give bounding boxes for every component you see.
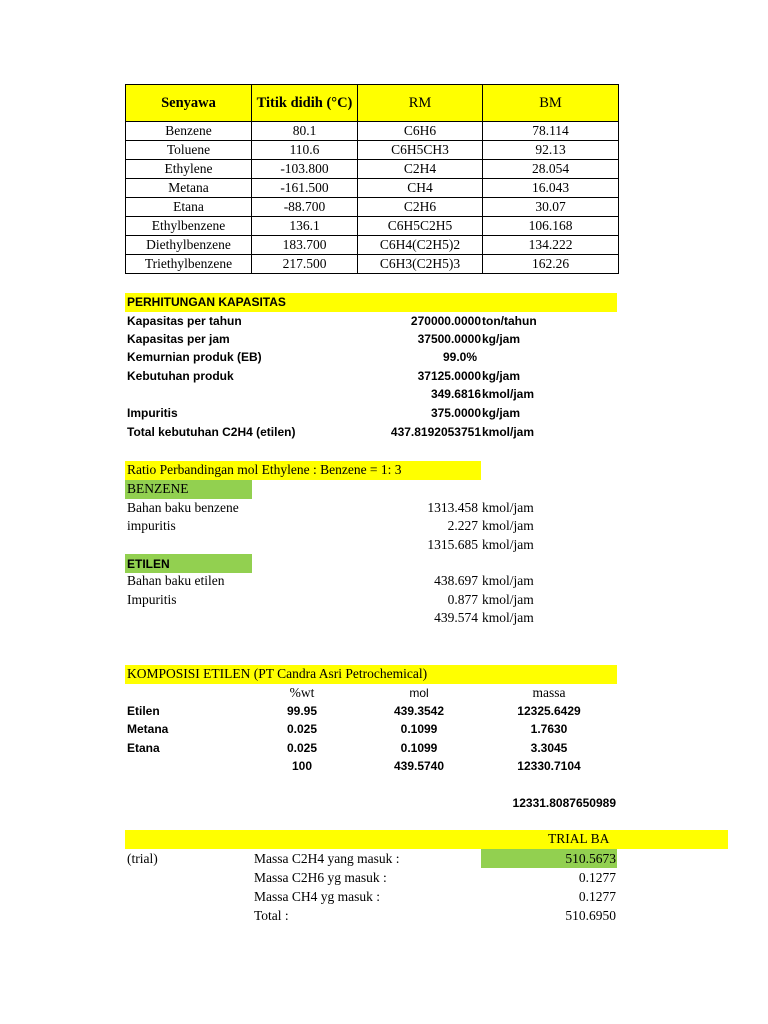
table-row bbox=[126, 141, 619, 160]
cell-titik-didih: -161.500 bbox=[252, 179, 358, 198]
kapasitas-unit-kebutuhan: kg/jam bbox=[482, 369, 521, 383]
cell-bm: 30.07 bbox=[483, 198, 619, 217]
table-row bbox=[126, 236, 619, 255]
compound-table bbox=[125, 84, 619, 274]
cell-senyawa: Benzene bbox=[126, 122, 252, 141]
komposisi-header-massa: massa bbox=[532, 685, 566, 700]
table-row bbox=[126, 255, 619, 274]
cell-bm: 16.043 bbox=[483, 179, 619, 198]
kapasitas-value-kebutuhan: 37125.0000 bbox=[417, 369, 481, 383]
komposisi-extra-value: 12331.8087650989 bbox=[512, 796, 616, 810]
kapasitas-value-kemurnian: 99.0% bbox=[442, 350, 478, 364]
trial-label-ch4: Massa CH4 yg masuk : bbox=[254, 889, 380, 904]
cell-senyawa: Toluene bbox=[126, 141, 252, 160]
benzene-value-impuritis: 2.227 bbox=[447, 518, 478, 533]
cell-bm: 106.168 bbox=[483, 217, 619, 236]
table-row bbox=[126, 122, 619, 141]
benzene-label-impuritis: impuritis bbox=[127, 518, 176, 533]
etilen-value-impuritis: 0.877 bbox=[447, 592, 478, 607]
cell-bm: 134.222 bbox=[483, 236, 619, 255]
kapasitas-unit-jam: kg/jam bbox=[482, 332, 521, 346]
komposisi-massa-etilen: 12325.6429 bbox=[517, 704, 581, 718]
header-titik-didih: Titik didih (°C) bbox=[252, 85, 358, 122]
trial-value-c2h6: 0.1277 bbox=[578, 870, 616, 885]
benzene-value-total: 1315.685 bbox=[427, 537, 478, 552]
etilen-title: ETILEN bbox=[127, 557, 170, 571]
kapasitas-label-total: Total kebutuhan C2H4 (etilen) bbox=[127, 425, 296, 439]
trial-band bbox=[125, 830, 728, 849]
cell-senyawa: Ethylene bbox=[126, 160, 252, 179]
table-row bbox=[126, 217, 619, 236]
cell-rm: C6H6 bbox=[358, 122, 483, 141]
benzene-title: BENZENE bbox=[127, 481, 189, 496]
cell-bm: 162.26 bbox=[483, 255, 619, 274]
komposisi-massa-metana: 1.7630 bbox=[530, 722, 568, 736]
cell-bm: 78.114 bbox=[483, 122, 619, 141]
cell-rm: C6H4(C2H5)2 bbox=[358, 236, 483, 255]
cell-titik-didih: 110.6 bbox=[252, 141, 358, 160]
cell-titik-didih: 183.700 bbox=[252, 236, 358, 255]
benzene-value-bahan: 1313.458 bbox=[427, 500, 478, 515]
ratio-title: Ratio Perbandingan mol Ethylene : Benzene = 1: 3 bbox=[127, 462, 402, 477]
komposisi-mol-metana: 0.1099 bbox=[400, 722, 438, 736]
trial-title: TRIAL BA bbox=[548, 831, 610, 846]
table-row bbox=[126, 198, 619, 217]
kapasitas-label-tahun: Kapasitas per tahun bbox=[127, 314, 242, 328]
benzene-unit-impuritis: kmol/jam bbox=[482, 518, 534, 533]
table-row bbox=[126, 179, 619, 198]
kapasitas-label-kemurnian: Kemurnian produk (EB) bbox=[127, 350, 262, 364]
cell-titik-didih: 217.500 bbox=[252, 255, 358, 274]
komposisi-massa-etana: 3.3045 bbox=[530, 741, 568, 755]
trial-value-total: 510.6950 bbox=[565, 908, 616, 923]
kapasitas-unit-impuritis: kg/jam bbox=[482, 406, 521, 420]
benzene-unit-total: kmol/jam bbox=[482, 537, 534, 552]
trial-label-c2h6: Massa C2H6 yg masuk : bbox=[254, 870, 387, 885]
cell-titik-didih: 136.1 bbox=[252, 217, 358, 236]
cell-titik-didih: 80.1 bbox=[252, 122, 358, 141]
cell-senyawa: Ethylbenzene bbox=[126, 217, 252, 236]
etilen-label-bahan: Bahan baku etilen bbox=[127, 573, 225, 588]
cell-rm: C6H3(C2H5)3 bbox=[358, 255, 483, 274]
kapasitas-value-jam: 37500.0000 bbox=[417, 332, 481, 346]
etilen-unit-total: kmol/jam bbox=[482, 610, 534, 625]
komposisi-wt-etilen: 99.95 bbox=[286, 704, 318, 718]
komposisi-wt-metana: 0.025 bbox=[286, 722, 318, 736]
komposisi-mol-etilen: 439.3542 bbox=[393, 704, 445, 718]
cell-rm: C6H5C2H5 bbox=[358, 217, 483, 236]
kapasitas-title: PERHITUNGAN KAPASITAS bbox=[127, 295, 286, 309]
komposisi-mol-total: 439.5740 bbox=[393, 759, 445, 773]
benzene-label-bahan: Bahan baku benzene bbox=[127, 500, 239, 515]
kapasitas-label-jam: Kapasitas per jam bbox=[127, 332, 230, 346]
trial-value-ch4: 0.1277 bbox=[578, 889, 616, 904]
kapasitas-value-kmol: 349.6816 bbox=[430, 387, 481, 401]
kapasitas-unit-tahun: ton/tahun bbox=[482, 314, 537, 328]
trial-value-c2h4[interactable]: 510.5673 bbox=[565, 851, 616, 866]
komposisi-header-wt: %wt bbox=[289, 685, 315, 700]
cell-rm: C6H5CH3 bbox=[358, 141, 483, 160]
komposisi-label-metana: Metana bbox=[127, 722, 169, 736]
komposisi-wt-etana: 0.025 bbox=[286, 741, 318, 755]
header-bm: BM bbox=[483, 85, 619, 122]
komposisi-label-etana: Etana bbox=[127, 741, 160, 755]
kapasitas-value-total: 437.8192053751 bbox=[390, 425, 481, 439]
etilen-unit-bahan: kmol/jam bbox=[482, 573, 534, 588]
trial-tag: (trial) bbox=[127, 851, 158, 866]
komposisi-title: KOMPOSISI ETILEN (PT Candra Asri Petrochemical) bbox=[127, 666, 428, 681]
cell-senyawa: Metana bbox=[126, 179, 252, 198]
cell-titik-didih: -88.700 bbox=[252, 198, 358, 217]
cell-titik-didih: -103.800 bbox=[252, 160, 358, 179]
cell-bm: 28.054 bbox=[483, 160, 619, 179]
etilen-value-total: 439.574 bbox=[434, 610, 478, 625]
table-row bbox=[126, 160, 619, 179]
trial-label-c2h4: Massa C2H4 yang masuk : bbox=[254, 851, 400, 866]
cell-senyawa: Diethylbenzene bbox=[126, 236, 252, 255]
etilen-value-bahan: 438.697 bbox=[434, 573, 478, 588]
trial-label-total: Total : bbox=[254, 908, 289, 923]
kapasitas-label-kebutuhan: Kebutuhan produk bbox=[127, 369, 234, 383]
cell-senyawa: Triethylbenzene bbox=[126, 255, 252, 274]
komposisi-wt-total: 100 bbox=[291, 759, 313, 773]
cell-rm: CH4 bbox=[358, 179, 483, 198]
cell-bm: 92.13 bbox=[483, 141, 619, 160]
etilen-label-impuritis: Impuritis bbox=[127, 592, 177, 607]
komposisi-label-etilen: Etilen bbox=[127, 704, 160, 718]
kapasitas-value-tahun: 270000.0000 bbox=[410, 314, 481, 328]
compound-table-header bbox=[126, 85, 619, 122]
cell-rm: C2H4 bbox=[358, 160, 483, 179]
header-rm: RM bbox=[358, 85, 483, 122]
kapasitas-label-impuritis: Impuritis bbox=[127, 406, 178, 420]
kapasitas-unit-total: kmol/jam bbox=[482, 425, 535, 439]
benzene-unit-bahan: kmol/jam bbox=[482, 500, 534, 515]
cell-rm: C2H6 bbox=[358, 198, 483, 217]
komposisi-mol-etana: 0.1099 bbox=[400, 741, 438, 755]
komposisi-massa-total: 12330.7104 bbox=[517, 759, 581, 773]
header-senyawa: Senyawa bbox=[126, 85, 252, 122]
cell-senyawa: Etana bbox=[126, 198, 252, 217]
komposisi-header-mol: mol bbox=[409, 686, 429, 700]
etilen-unit-impuritis: kmol/jam bbox=[482, 592, 534, 607]
kapasitas-unit-kmol: kmol/jam bbox=[482, 387, 535, 401]
kapasitas-value-impuritis: 375.0000 bbox=[430, 406, 481, 420]
